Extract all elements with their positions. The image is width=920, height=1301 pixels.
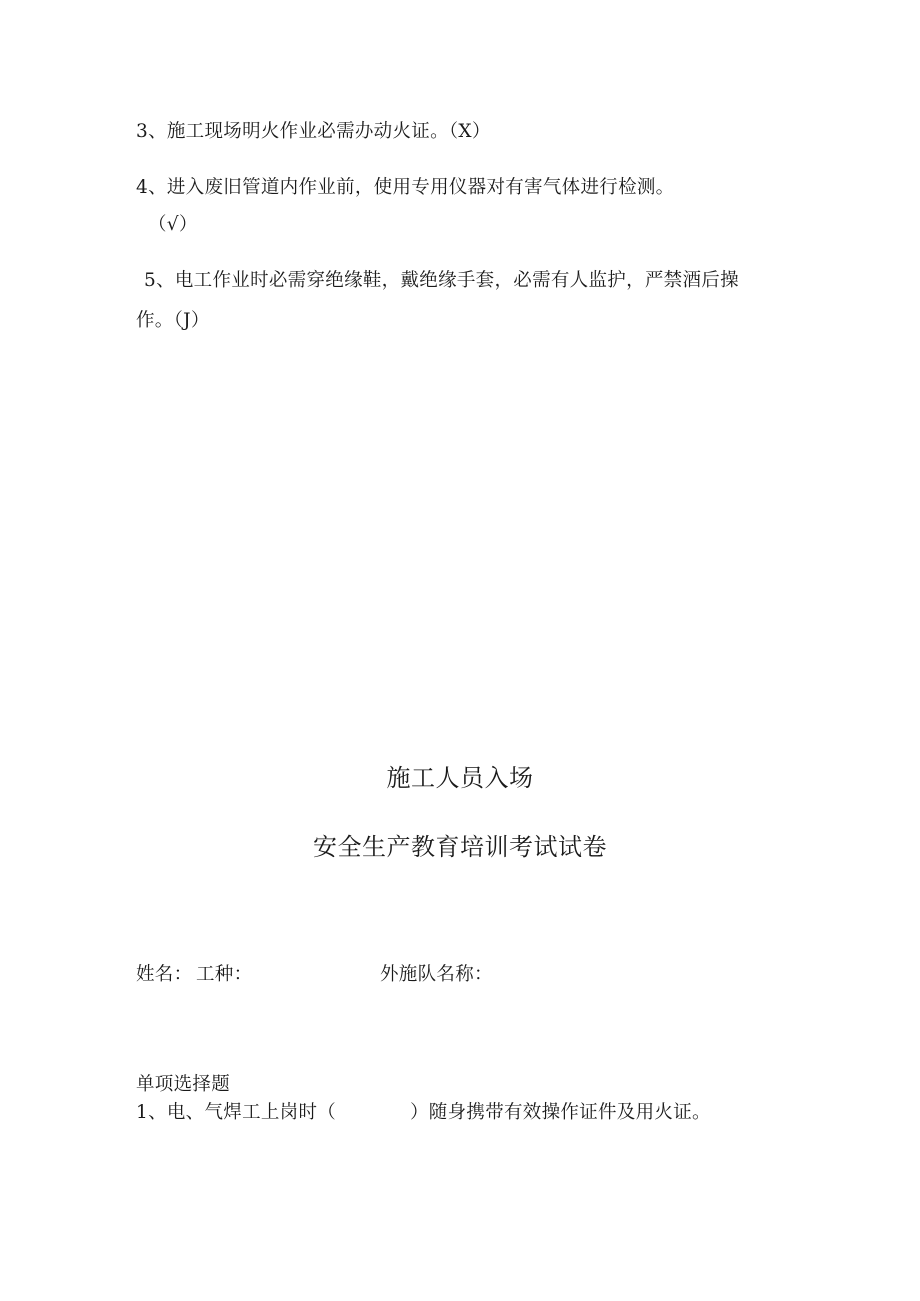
choice-question-1-part-1: 1、电、气焊工上岗时（ (136, 1102, 337, 1123)
question-4-line-2: （√） (148, 214, 198, 235)
exam-title-line-2: 安全生产教育培训考试试卷 (313, 833, 607, 861)
question-3: 3、施工现场明火作业必需办动火证。（X） (136, 121, 491, 142)
exam-title-line-1: 施工人员入场 (386, 764, 534, 792)
question-4-line-1: 4、进入废旧管道内作业前，使用专用仪器对有害气体进行检测。 (136, 177, 675, 198)
question-5-line-2: 作。（J） (136, 310, 210, 331)
question-5-line-1: 5、电工作业时必需穿绝缘鞋，戴绝缘手套，必需有人监护，严禁酒后操 (144, 270, 739, 291)
name-label: 姓名： (136, 964, 193, 985)
choice-question-1-part-2: ）随身携带有效操作证件及用火证。 (410, 1102, 711, 1123)
section-title: 单项选择题 (136, 1074, 231, 1095)
team-label: 外施队名称： (380, 964, 493, 985)
trade-label: 工种： (196, 964, 253, 985)
